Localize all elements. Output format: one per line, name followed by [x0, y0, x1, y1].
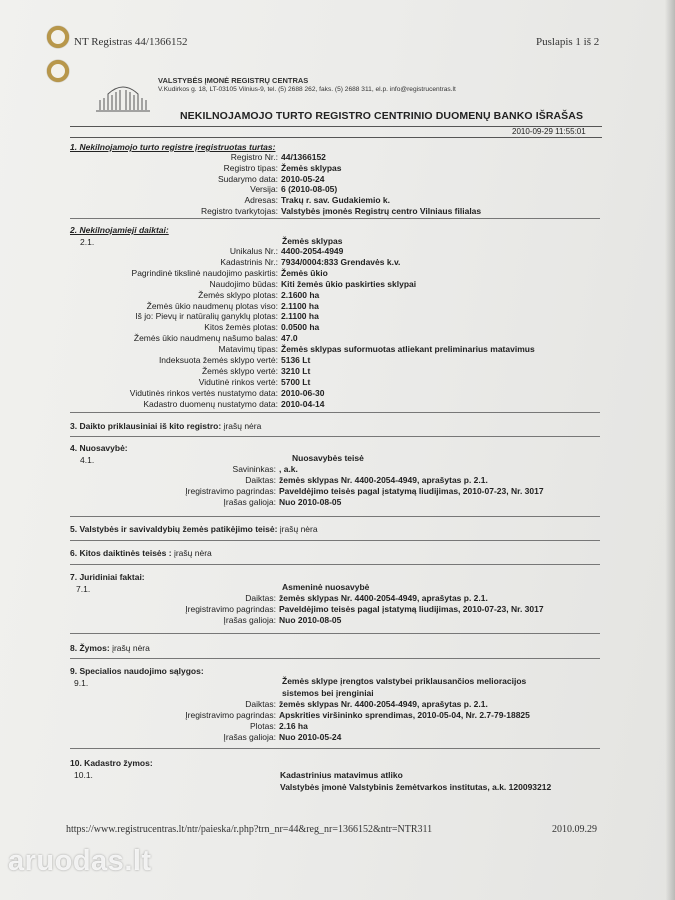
s2-label-2: Pagrindinė tikslinė naudojimo paskirtis:	[131, 267, 278, 278]
s7-value-0: žemės sklypas Nr. 4400-2054-4949, aprašytas p. 2.1.	[279, 593, 488, 603]
footer-url: https://www.registrucentras.lt/ntr/paieska/r.php?trn_nr=44&reg_nr=1366152&ntr=NTR311	[66, 824, 433, 835]
section-2-heading: 2. Nekilnojamieji daiktai:	[70, 225, 169, 235]
org-address: V.Kudirkos g. 18, LT-03105 Vilnius-9, tel. (5) 2688 262, faks. (5) 2688 311, el.p. info@registrucentras.lt	[158, 86, 456, 93]
s1-label-5: Registro tvarkytojas:	[201, 206, 278, 216]
s2-label-0: Unikalus Nr.:	[229, 246, 278, 256]
section-6-line	[70, 548, 212, 558]
s2-value-3: Kiti žemės ūkio paskirties sklypai	[281, 278, 417, 289]
s2-value-1: 7934/0004:833 Grendavės k.v.	[281, 256, 401, 267]
s2-label-3: Naudojimo būdas:	[209, 278, 278, 289]
section-4-item-title: Nuosavybės teisė	[292, 453, 364, 463]
section-1-divider	[70, 218, 600, 219]
section-10-line2: Valstybės įmonė Valstybinis žemėtvarkos institutas, a.k. 120093212	[280, 782, 552, 792]
s2-value-11: 3210 Lt	[281, 365, 311, 376]
s2-value-10: 5136 Lt	[281, 355, 311, 365]
section-8-divider	[70, 658, 600, 659]
s1-value-4: Trakų r. sav. Gudakiemio k.	[281, 195, 390, 206]
section-2-item-number: 2.1.	[80, 237, 95, 247]
s7-label-2: Įrašas galioja:	[223, 615, 276, 625]
s4-value-1: žemės sklypas Nr. 4400-2054-4949, aprašytas p. 2.1.	[279, 475, 488, 485]
s2-label-10: Indeksuota žemės sklypo vertė:	[158, 355, 278, 365]
s9-label-1: Įregistravimo pagrindas:	[185, 710, 276, 720]
timestamp-rule	[70, 137, 602, 138]
section-9-title-line1: Žemės sklype įrengtos valstybei priklausančios melioracijos	[282, 676, 527, 686]
section-7-item-title: Asmeninė nuosavybė	[282, 582, 370, 592]
s9-label-0: Daiktas:	[245, 699, 276, 709]
s9-value-2: 2.16 ha	[279, 721, 308, 731]
s2-value-8: 47.0	[281, 333, 298, 344]
s1-value-0: 44/1366152	[281, 152, 326, 162]
s2-value-0: 4400-2054-4949	[281, 246, 344, 256]
header-page-number: Puslapis 1 iš 2	[536, 36, 600, 48]
section-3-value: įrašų nėra	[223, 421, 262, 431]
s1-label-0: Registro Nr.:	[230, 152, 278, 162]
registru-centras-logo	[94, 82, 152, 112]
s1-value-1: Žemės sklypas	[281, 162, 342, 173]
section-4-heading: 4. Nuosavybė:	[70, 443, 128, 453]
org-name: VALSTYBĖS ĮMONĖ REGISTRŲ CENTRAS	[158, 76, 309, 85]
aruodas-watermark: aruodas.lt	[8, 845, 152, 877]
s2-label-4: Žemės sklypo plotas:	[198, 289, 278, 300]
s2-value-4: 2.1600 ha	[281, 289, 320, 300]
s2-value-2: Žemės ūkio	[281, 267, 328, 278]
s9-value-3: Nuo 2010-05-24	[279, 732, 342, 742]
s2-label-13: Vidutinės rinkos vertės nustatymo data:	[129, 387, 278, 398]
section-10-heading: 10. Kadastro žymos:	[70, 758, 153, 768]
s4-label-3: Įrašas galioja:	[223, 497, 276, 507]
s9-value-0: žemės sklypas Nr. 4400-2054-4949, aprašytas p. 2.1.	[279, 699, 488, 709]
section-2-divider	[70, 412, 600, 413]
binder-grommet-top	[47, 26, 69, 48]
s1-label-3: Versija:	[250, 184, 278, 195]
s2-label-6: Iš jo: Pievų ir natūralių ganyklų plotas:	[135, 311, 278, 322]
s2-label-11: Žemės sklypo vertė:	[201, 365, 278, 376]
section-8-value: įrašų nėra	[112, 643, 150, 653]
section-4-divider	[70, 516, 600, 517]
s2-label-5: Žemės ūkio naudmenų plotas viso:	[146, 300, 278, 311]
section-3-line	[70, 421, 261, 431]
section-6-heading: 6. Kitos daiktinės teisės :	[70, 548, 172, 558]
s2-label-12: Vidutinė rinkos vertė:	[198, 376, 278, 387]
s4-value-3: Nuo 2010-08-05	[279, 497, 342, 507]
section-4-item-number: 4.1.	[80, 455, 95, 465]
footer-date: 2010.09.29	[552, 824, 597, 835]
section-7-divider	[70, 633, 600, 634]
binder-grommet-bottom	[47, 60, 69, 82]
s7-value-2: Nuo 2010-08-05	[279, 615, 342, 625]
document-title: NEKILNOJAMOJO TURTO REGISTRO CENTRINIO DUOMENŲ BANKO IŠRAŠAS	[180, 110, 584, 122]
s9-label-2: Plotas:	[250, 721, 276, 731]
section-9-divider	[70, 748, 600, 749]
section-10-line1: Kadastrinius matavimus atliko	[280, 770, 403, 780]
s2-value-5: 2.1100 ha	[281, 300, 319, 311]
section-3-heading: 3. Daikto priklausiniai iš kito registro:	[70, 421, 222, 431]
section-2-item-title: Žemės sklypas	[282, 236, 343, 246]
section-5-line	[70, 524, 318, 534]
s4-value-0: , a.k.	[279, 464, 298, 474]
s1-value-2: 2010-05-24	[281, 173, 325, 184]
extract-timestamp: 2010-09-29 11:55:01	[512, 127, 586, 136]
s2-label-1: Kadastrinis Nr.:	[220, 256, 278, 267]
s2-value-9: Žemės sklypas suformuotas atliekant preliminarius matavimus	[281, 344, 535, 355]
section-7-heading: 7. Juridiniai faktai:	[70, 572, 145, 582]
s2-value-12: 5700 Lt	[281, 376, 311, 387]
s2-value-14: 2010-04-14	[281, 398, 325, 409]
s4-label-2: Įregistravimo pagrindas:	[185, 486, 276, 496]
s2-value-7: 0.0500 ha	[281, 322, 320, 333]
s2-label-14: Kadastro duomenų nustatymo data:	[143, 398, 278, 409]
s9-label-3: Įrašas galioja:	[223, 732, 276, 742]
header-registry-id: NT Registras 44/1366152	[74, 36, 188, 48]
section-10-item-number: 10.1.	[74, 770, 93, 780]
s7-label-1: Įregistravimo pagrindas:	[185, 604, 276, 614]
page-edge-shadow	[665, 0, 675, 900]
s2-value-6: 2.1100 ha	[281, 311, 319, 322]
section-6-value: įrašų nėra	[173, 548, 212, 558]
s2-label-9: Matavimų tipas:	[218, 344, 278, 355]
section-8-heading: 8. Žymos:	[70, 643, 110, 653]
s1-label-2: Sudarymo data:	[217, 173, 278, 184]
section-9-title-line2: sistemos bei įrenginiai	[282, 688, 374, 698]
section-8-line	[70, 643, 150, 653]
s4-value-2: Paveldėjimo teisės pagal įstatymą liudijimas, 2010-07-23, Nr. 3017	[279, 486, 544, 496]
s1-value-3: 6 (2010-08-05)	[281, 184, 338, 195]
section-7-item-number: 7.1.	[76, 584, 91, 594]
s9-value-1: Apskrities viršininko sprendimas, 2010-05-04, Nr. 2.7-79-18825	[279, 710, 530, 720]
s7-value-1: Paveldėjimo teisės pagal įstatymą liudijimas, 2010-07-23, Nr. 3017	[279, 604, 544, 614]
section-3-divider	[70, 436, 600, 437]
s1-value-5: Valstybės įmonės Registrų centro Vilniaus filialas	[281, 206, 482, 216]
s1-label-1: Registro tipas:	[223, 162, 278, 173]
s2-label-8: Žemės ūkio naudmenų našumo balas:	[133, 333, 278, 344]
s2-value-13: 2010-06-30	[281, 387, 325, 398]
section-1-heading: 1. Nekilnojamojo turto registre įregistruotas turtas:	[70, 142, 276, 152]
s2-label-7: Kitos žemės plotas:	[204, 322, 278, 333]
section-9-item-number: 9.1.	[74, 678, 89, 688]
section-5-divider	[70, 540, 600, 541]
section-5-heading: 5. Valstybės ir savivaldybių žemės patikėjimo teisė:	[70, 524, 278, 534]
section-6-divider	[70, 564, 600, 565]
section-5-value: įrašų nėra	[279, 524, 318, 534]
s1-label-4: Adresas:	[244, 195, 278, 206]
s7-label-0: Daiktas:	[245, 593, 276, 603]
s4-label-0: Savininkas:	[232, 464, 276, 474]
section-9-heading: 9. Specialios naudojimo sąlygos:	[70, 666, 204, 676]
s4-label-1: Daiktas:	[245, 475, 276, 485]
